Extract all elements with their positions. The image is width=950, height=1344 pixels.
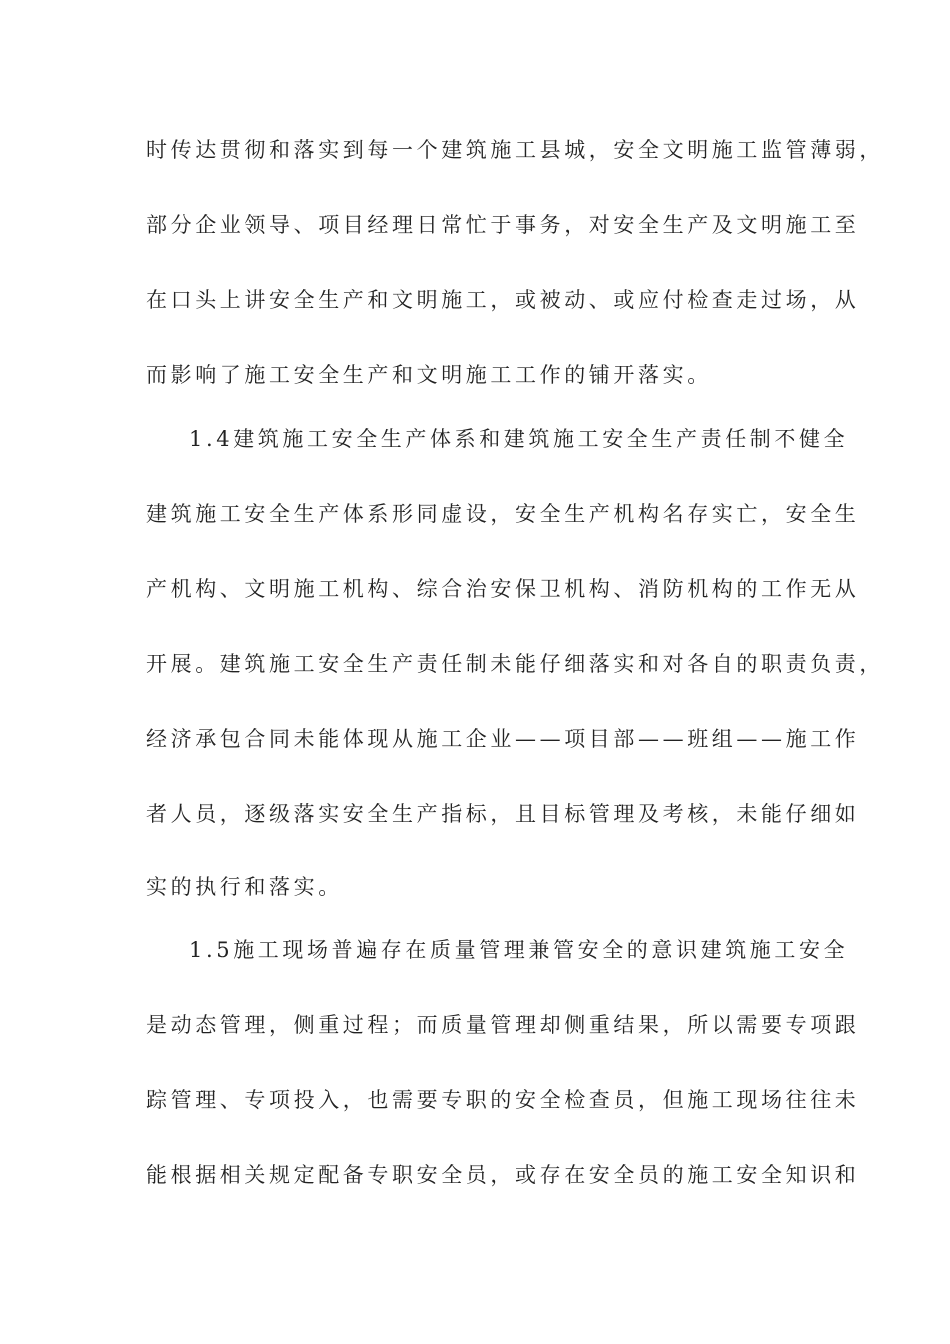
- text-line-15: 能根据相关规定配备专职安全员，或存在安全员的施工安全知识和: [146, 1163, 860, 1187]
- text-line-13: 是动态管理，侧重过程；而质量管理却侧重结果，所以需要专项跟: [146, 1013, 860, 1037]
- text-line-6: 建筑施工安全生产体系形同虚设，安全生产机构名存实亡，安全生: [146, 502, 860, 526]
- text-line-2: 部分企业领导、项目经理日常忙于事务，对安全生产及文明施工至: [146, 213, 860, 237]
- text-line-4: 而影响了施工安全生产和文明施工工作的铺开落实。: [146, 363, 712, 387]
- text-line-1: 时传达贯彻和落实到每一个建筑施工县城，安全文明施工监管薄弱，: [146, 138, 884, 162]
- text-line-14: 踪管理、专项投入，也需要专职的安全检查员，但施工现场往往未: [146, 1088, 860, 1112]
- text-line-3: 在口头上讲安全生产和文明施工，或被动、或应付检查走过场，从: [146, 288, 860, 312]
- section-heading-1-5: 1.5施工现场普遍存在质量管理兼管安全的意识建筑施工安全: [189, 938, 849, 962]
- text-line-9: 经济承包合同未能体现从施工企业——项目部——班组——施工作: [146, 727, 860, 751]
- section-heading-1-4: 1.4建筑施工安全生产体系和建筑施工安全生产责任制不健全: [189, 427, 849, 451]
- text-line-7: 产机构、文明施工机构、综合治安保卫机构、消防机构的工作无从: [146, 577, 860, 601]
- text-line-8: 开展。建筑施工安全生产责任制未能仔细落实和对各自的职责负责，: [146, 652, 884, 676]
- text-line-10: 者人员，逐级落实安全生产指标，且目标管理及考核，未能仔细如: [146, 802, 860, 826]
- text-line-11: 实的执行和落实。: [146, 875, 343, 899]
